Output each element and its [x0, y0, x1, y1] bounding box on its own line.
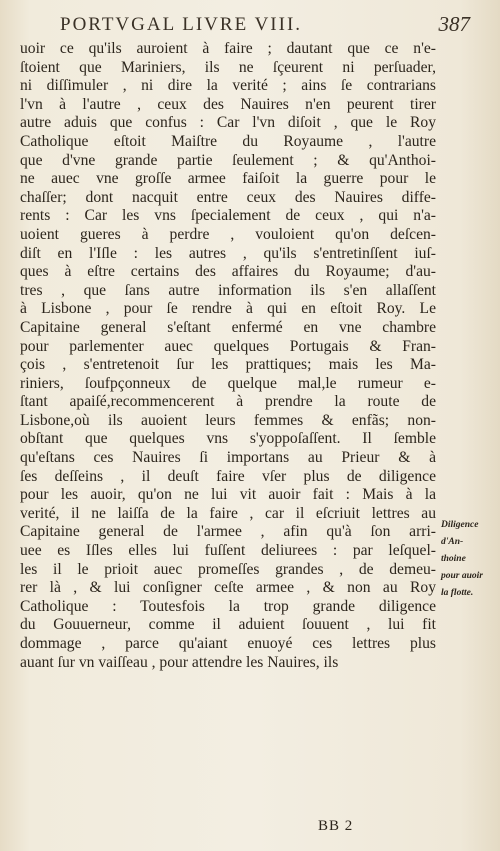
text-line: dommage , parce qu'aiant enuoyé ces lettres plus: [20, 635, 436, 652]
text-line: les il le prioit auec promeſſes grandes , de demeu-: [20, 560, 436, 578]
text-line: uee es Iſles elles lui fuſſent deliurees : par leſquel-: [20, 542, 436, 560]
text-line: Lisbone,où ils auoient leurs femmes & enfãs; non-: [20, 411, 436, 429]
text-line: riniers, ſoufpçonneux de quelque mal,le rumeur e-: [20, 374, 436, 392]
text-line: qu'eſtans ces Nauires ſi importans au Prieur & à: [20, 449, 436, 467]
margin-note-line: d'An-: [441, 537, 464, 547]
text-line: Catholique : Toutesfois la trop grande diligence: [20, 597, 436, 615]
text-line: obſtant que quelques vns s'yoppoſaſſent. Il ſemble: [20, 430, 436, 448]
text-line: Capitaine general s'eſtant enfermé en vne chambre: [20, 318, 436, 336]
text-line: uoient gueres à perdre , vouloient qu'on deſcen-: [20, 225, 436, 243]
text-line: uoir ce qu'ils auroient à faire ; dautant que ce n'e-: [20, 40, 436, 57]
signature-mark: BB 2: [318, 818, 354, 834]
margin-note-line: la flotte.: [441, 588, 474, 598]
text-line: Catholique eſtoit Maiſtre du Royaume , l'autre: [20, 132, 436, 150]
text-line: ni diſſimuler , ni dire la verité ; ains ſe contrarians: [20, 77, 436, 95]
text-line: ques à eſtre certains des affaires du Royaume; d'au-: [20, 263, 436, 281]
margin-note-line: thoine: [441, 554, 466, 564]
text-line: tres , que ſans autre information ils s'en allaſſent: [20, 281, 436, 299]
text-line: ſes deſſeins , il deuſt faire vſer plus de diligence: [20, 467, 436, 485]
margin-note-line: Diligence: [441, 520, 479, 530]
text-line: çois , s'entretenoit ſur les prattiques; mais les Ma-: [20, 356, 436, 374]
margin-note-line: pour auoir: [441, 571, 483, 581]
text-line: ne auec vne groſſe armee faiſoit la guerre pour le: [20, 170, 436, 188]
text-line: auant ſur vn vaiſſeau , pour attendre les Nauires, ils: [20, 653, 339, 671]
body-text: [20, 40, 436, 672]
text-line: diſt en l'Iſle : les autres , qu'ils s'entretinſſent iuſ-: [20, 244, 436, 262]
text-line: pour parlementer auec quelques Portugais & Fran-: [20, 337, 436, 355]
text-line: Capitaine general de l'armee , afin qu'à ſon arri-: [20, 523, 436, 541]
text-line: du Gouuerneur, comme il aduient ſouuent , lui fit: [20, 616, 436, 634]
text-line: ſtant apaiſé,recommencerent à prendre la route de: [20, 393, 436, 411]
text-line: rents : Car les vns ſpecialement de ceux , qui n'a-: [20, 207, 436, 225]
page-number: 387: [438, 12, 470, 36]
margin-note: [441, 517, 497, 602]
text-line: autre aduis que confus : Car l'vn diſoit , que le Roy: [20, 114, 436, 132]
text-line: que d'vne grande partie ſeulement ; & qu'Anthoi-: [20, 151, 436, 169]
text-line: ſtoient que Mariniers, ils ne ſçeurent ni perſuader,: [20, 58, 436, 76]
text-line: verité, il ne laiſſa de la faire , car il eſcriuit lettres au: [20, 504, 436, 522]
text-line: pour les auoir, qu'on ne lui vit auoir fait : Mais à la: [20, 486, 436, 504]
text-line: l'vn à l'autre , ceux des Nauires n'en peurent tirer: [20, 95, 436, 113]
text-line: à Lisbone , pour ſe rendre à qui en eſtoit Roy. Le: [20, 300, 436, 318]
text-line: rer là , & lui conſigner ceſte armee , & non au Roy: [20, 579, 436, 597]
running-head-title: PORTVGAL LIVRE VIII.: [60, 14, 303, 35]
text-line: chaſſer; dont nacquit entre ceux des Nauires diffe-: [20, 188, 436, 206]
running-head: [60, 14, 470, 38]
